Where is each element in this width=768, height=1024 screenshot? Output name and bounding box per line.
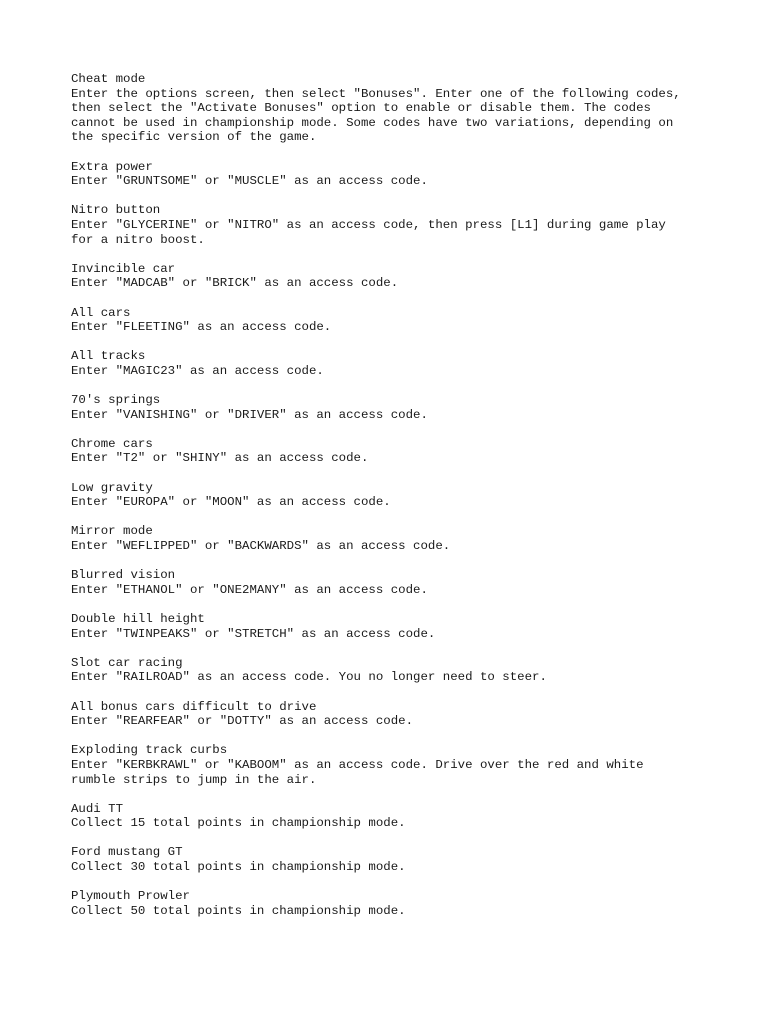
cheat-description-line: Enter "T2" or "SHINY" as an access code. [71, 451, 369, 466]
cheat-title: Plymouth Prowler [71, 889, 190, 904]
cheat-description-line: Enter "ETHANOL" or "ONE2MANY" as an access code. [71, 582, 428, 597]
cheat-description-line: Enter "KERBKRAWL" or "KABOOM" as an access code. Drive over the red and white [71, 757, 644, 772]
cheat-description-line: Enter "WEFLIPPED" or "BACKWARDS" as an access code. [71, 539, 451, 553]
cheat-section [71, 889, 711, 918]
cheat-section [71, 160, 711, 189]
cheat-description-line: the specific version of the game. [71, 130, 317, 145]
cheat-description-line: Collect 30 total points in championship mode. [71, 860, 406, 875]
cheat-section [71, 656, 711, 685]
cheat-description-line: Enter "GLYCERINE" or "NITRO" as an access code, then press [L1] during game play [71, 217, 666, 232]
cheat-section [71, 524, 711, 553]
cheat-section [71, 393, 711, 422]
cheat-section [71, 743, 711, 787]
cheat-description-line: cannot be used in championship mode. Some codes have two variations, depending on [71, 115, 674, 130]
cheat-description-line: Enter "GRUNTSOME" or "MUSCLE" as an access code. [71, 174, 428, 189]
cheat-section [71, 306, 711, 335]
cheat-title: Exploding track curbs [71, 743, 228, 758]
cheat-section [71, 568, 711, 597]
cheat-title: All cars [71, 305, 131, 320]
cheat-description-line: rumble strips to jump in the air. [71, 772, 317, 787]
cheat-title: All bonus cars difficult to drive [71, 699, 317, 714]
cheat-description-line: for a nitro boost. [71, 232, 205, 247]
cheat-description-line: Enter "MAGIC23" as an access code. [71, 363, 324, 378]
cheat-title: Cheat mode [71, 72, 146, 86]
cheat-title: Blurred vision [71, 568, 176, 583]
cheat-section [71, 481, 711, 510]
cheat-title: Ford mustang GT [71, 845, 183, 860]
cheat-title: All tracks [71, 349, 146, 364]
cheat-section [71, 72, 711, 145]
cheat-description-line: Enter "EUROPA" or "MOON" as an access code. [71, 495, 391, 510]
cheat-section [71, 349, 711, 378]
cheat-title: 70's springs [71, 393, 161, 408]
cheat-title: Mirror mode [71, 524, 153, 539]
cheat-description-line: Enter the options screen, then select "Bonuses". Enter one of the following codes, [71, 86, 681, 101]
cheat-description-line: Enter "MADCAB" or "BRICK" as an access code. [71, 276, 399, 291]
cheat-section [71, 437, 711, 466]
cheat-title: Low gravity [71, 480, 153, 495]
cheat-description-line: Enter "FLEETING" as an access code. [71, 320, 332, 335]
cheat-title: Chrome cars [71, 436, 153, 451]
cheat-title: Invincible car [71, 261, 176, 276]
cheat-title: Slot car racing [71, 655, 183, 670]
cheat-title: Extra power [71, 159, 153, 174]
cheat-codes-document [71, 72, 711, 933]
cheat-description-line: Enter "TWINPEAKS" or "STRETCH" as an access code. [71, 626, 436, 641]
cheat-section [71, 845, 711, 874]
cheat-description-line: then select the "Activate Bonuses" option to enable or disable them. The codes [71, 101, 651, 116]
cheat-title: Nitro button [71, 203, 161, 218]
cheat-description-line: Enter "RAILROAD" as an access code. You no longer need to steer. [71, 670, 547, 685]
cheat-title: Double hill height [71, 611, 205, 626]
cheat-section [71, 612, 711, 641]
cheat-title: Audi TT [71, 801, 124, 816]
cheat-section [71, 802, 711, 831]
cheat-section [71, 203, 711, 247]
cheat-description-line: Enter "VANISHING" or "DRIVER" as an access code. [71, 407, 428, 422]
cheat-section [71, 262, 711, 291]
cheat-description-line: Collect 15 total points in championship mode. [71, 816, 406, 831]
cheat-description-line: Collect 50 total points in championship mode. [71, 903, 406, 918]
cheat-section [71, 700, 711, 729]
cheat-description-line: Enter "REARFEAR" or "DOTTY" as an access code. [71, 714, 414, 729]
